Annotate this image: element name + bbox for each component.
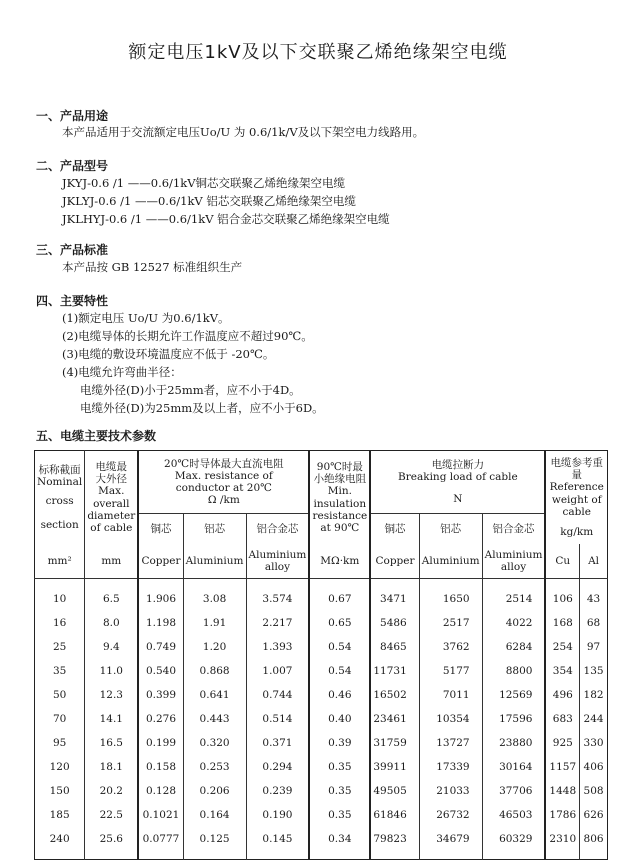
cell-weight-cu: 2310 (545, 827, 579, 860)
cell-break-cu: 23461 (370, 707, 419, 731)
cell-section: 35 (52, 664, 67, 677)
section-heading-features: 四、主要特性 (36, 294, 109, 308)
header-section: 标称截面 Nominal cross section (37, 464, 83, 531)
sub-copper-cn: 铜芯 (138, 514, 183, 545)
cell-res-al: 3.08 (183, 579, 246, 612)
cell-res-cu: 0.749 (138, 635, 183, 659)
sub-copper-en: Copper (138, 544, 183, 579)
cell-weight-al: 244 (580, 707, 608, 731)
cell-res-cu: 0.0777 (138, 827, 183, 860)
cell-weight-cu: 1157 (545, 755, 579, 779)
page-title: 额定电压1kV及以下交联聚乙烯绝缘架空电缆 (128, 42, 508, 63)
cell-res-cu: 0.128 (138, 779, 183, 803)
cell-section: 16 (52, 616, 67, 629)
cell-res-alloy: 0.145 (246, 827, 309, 860)
cell-diameter: 16.5 (85, 731, 138, 755)
cell-section: 150 (49, 784, 70, 797)
cell-break-alloy: 37706 (482, 779, 545, 803)
sub-copper-en: Copper (370, 544, 419, 579)
cell-res-cu: 0.199 (138, 731, 183, 755)
cell-break-alloy: 60329 (482, 827, 545, 860)
cell-break-alloy: 2514 (482, 579, 545, 612)
cell-section: 185 (49, 808, 70, 821)
cell-break-cu: 31759 (370, 731, 419, 755)
feature-line: (4)电缆允许弯曲半径： (62, 365, 182, 379)
cell-insulation: 0.34 (309, 827, 370, 860)
unit-diameter: mm (85, 544, 138, 579)
table-row (35, 779, 608, 803)
cell-weight-al: 68 (580, 611, 608, 635)
sub-alloy-cn: 铝合金芯 (246, 514, 309, 545)
cell-break-cu: 8465 (370, 635, 419, 659)
cell-diameter: 8.0 (85, 611, 138, 635)
cell-res-alloy: 0.294 (246, 755, 309, 779)
cell-break-al: 21033 (419, 779, 482, 803)
cell-break-al: 3762 (419, 635, 482, 659)
cell-insulation: 0.65 (309, 611, 370, 635)
header-diameter: 电缆最 大外径 Max. overall diameter of cable (85, 451, 138, 545)
cell-res-cu: 1.906 (138, 579, 183, 612)
cell-break-alloy: 17596 (482, 707, 545, 731)
sub-copper-cn: 铜芯 (370, 514, 419, 545)
cell-break-alloy: 4022 (482, 611, 545, 635)
feature-line: 电缆外径(D)小于25mm者，应不小于4D。 (80, 383, 301, 397)
cell-break-alloy: 12569 (482, 683, 545, 707)
cell-weight-al: 182 (580, 683, 608, 707)
sub-aluminium-cn: 铝芯 (419, 514, 482, 545)
cell-break-alloy: 46503 (482, 803, 545, 827)
cell-break-al: 26732 (419, 803, 482, 827)
cell-break-al: 34679 (419, 827, 482, 860)
cell-res-alloy: 1.007 (246, 659, 309, 683)
cell-res-cu: 0.158 (138, 755, 183, 779)
cell-res-alloy: 0.744 (246, 683, 309, 707)
cell-weight-cu: 1786 (545, 803, 579, 827)
cell-break-cu: 39911 (370, 755, 419, 779)
cell-diameter: 9.4 (85, 635, 138, 659)
cell-weight-cu: 683 (545, 707, 579, 731)
cell-res-al: 0.125 (183, 827, 246, 860)
cell-weight-al: 406 (580, 755, 608, 779)
cell-weight-cu: 1448 (545, 779, 579, 803)
cell-res-alloy: 0.514 (246, 707, 309, 731)
unit-section: mm² (35, 544, 85, 579)
cell-res-al: 1.91 (183, 611, 246, 635)
header-resistance: 20℃时导体最大直流电阻 Max. resistance of conductor at 20℃ Ω /km (138, 451, 309, 514)
header-breaking-load: 电缆拉断力 Breaking load of cable N (370, 451, 545, 514)
cell-diameter: 14.1 (85, 707, 138, 731)
sub-aluminium-en: Aluminium (419, 544, 482, 579)
table-row (35, 803, 608, 827)
table-body (35, 579, 608, 860)
cell-section: 120 (49, 760, 70, 773)
cell-break-cu: 49505 (370, 779, 419, 803)
cell-section: 240 (49, 832, 70, 845)
cell-break-al: 10354 (419, 707, 482, 731)
cell-section: 10 (52, 592, 67, 605)
section-heading-usage: 一、产品用途 (36, 109, 109, 123)
feature-line: 电缆外径(D)为25mm及以上者，应不小于6D。 (80, 401, 324, 415)
cell-insulation: 0.39 (309, 731, 370, 755)
cell-section: 95 (52, 736, 67, 749)
sub-alloy-en: Aluminium alloy (482, 544, 545, 579)
cell-res-al: 0.641 (183, 683, 246, 707)
cell-diameter: 18.1 (85, 755, 138, 779)
feature-line: (1)额定电压 Uo/U 为0.6/1kV。 (62, 311, 230, 325)
sub-weight-cu: Cu (545, 544, 579, 579)
cell-insulation: 0.40 (309, 707, 370, 731)
cell-res-al: 0.164 (183, 803, 246, 827)
cell-insulation: 0.46 (309, 683, 370, 707)
cell-insulation: 0.54 (309, 659, 370, 683)
cell-res-alloy: 3.574 (246, 579, 309, 612)
cell-break-alloy: 6284 (482, 635, 545, 659)
table-row (35, 755, 608, 779)
cell-insulation: 0.35 (309, 755, 370, 779)
cell-diameter: 12.3 (85, 683, 138, 707)
cell-res-cu: 1.198 (138, 611, 183, 635)
cell-res-al: 0.320 (183, 731, 246, 755)
cell-weight-cu: 354 (545, 659, 579, 683)
cell-insulation: 0.54 (309, 635, 370, 659)
table-row (35, 659, 608, 683)
cell-res-al: 0.206 (183, 779, 246, 803)
cell-break-cu: 79823 (370, 827, 419, 860)
cell-diameter: 22.5 (85, 803, 138, 827)
sub-alloy-cn: 铝合金芯 (482, 514, 545, 545)
cell-break-al: 17339 (419, 755, 482, 779)
table-row (35, 579, 608, 612)
cell-break-al: 2517 (419, 611, 482, 635)
cell-weight-al: 508 (580, 779, 608, 803)
cell-diameter: 11.0 (85, 659, 138, 683)
cell-weight-al: 135 (580, 659, 608, 683)
cell-res-al: 0.253 (183, 755, 246, 779)
cell-res-cu: 0.399 (138, 683, 183, 707)
cell-insulation: 0.67 (309, 579, 370, 612)
cell-weight-al: 806 (580, 827, 608, 860)
cell-break-al: 5177 (419, 659, 482, 683)
cell-diameter: 20.2 (85, 779, 138, 803)
sub-aluminium-en: Aluminium (183, 544, 246, 579)
section-heading-standard: 三、产品标准 (36, 243, 109, 257)
section-heading-params: 五、电缆主要技术参数 (36, 429, 157, 443)
cell-insulation: 0.35 (309, 779, 370, 803)
cell-section: 50 (52, 688, 67, 701)
cell-break-al: 13727 (419, 731, 482, 755)
sub-aluminium-cn: 铝芯 (183, 514, 246, 545)
cell-break-al: 7011 (419, 683, 482, 707)
cell-weight-al: 330 (580, 731, 608, 755)
table-row (35, 707, 608, 731)
cell-break-alloy: 30164 (482, 755, 545, 779)
cell-res-alloy: 0.239 (246, 779, 309, 803)
cell-weight-cu: 168 (545, 611, 579, 635)
cell-weight-cu: 496 (545, 683, 579, 707)
cell-weight-cu: 925 (545, 731, 579, 755)
cell-res-alloy: 0.371 (246, 731, 309, 755)
model-line: JKYJ-0.6 /1 ——0.6/1kV铜芯交联聚乙烯绝缘架空电缆 (62, 176, 346, 190)
cell-break-alloy: 8800 (482, 659, 545, 683)
section-heading-models: 二、产品型号 (36, 159, 109, 173)
cell-break-cu: 3471 (370, 579, 419, 612)
cell-weight-al: 43 (580, 579, 608, 612)
table-row (35, 635, 608, 659)
table-row (35, 731, 608, 755)
header-insulation: 90℃时最 小绝缘电阻 Min. insulation resistance at 90℃ (309, 451, 370, 545)
unit-insulation: MΩ·km (309, 544, 370, 579)
table-row (35, 611, 608, 635)
cell-res-cu: 0.540 (138, 659, 183, 683)
table-row (35, 827, 608, 860)
usage-text: 本产品适用于交流额定电压Uo/U 为 0.6/1k/V及以下架空电力线路用。 (62, 125, 425, 139)
cell-break-alloy: 23880 (482, 731, 545, 755)
cell-diameter: 25.6 (85, 827, 138, 860)
cell-break-cu: 16502 (370, 683, 419, 707)
standard-text: 本产品按 GB 12527 标准组织生产 (62, 260, 243, 274)
cell-res-cu: 0.276 (138, 707, 183, 731)
cell-diameter: 6.5 (85, 579, 138, 612)
cell-res-alloy: 0.190 (246, 803, 309, 827)
cell-weight-al: 626 (580, 803, 608, 827)
sub-weight-al: Al (580, 544, 608, 579)
header-weight: 电缆参考重量 Reference weight of cable kg/km (545, 451, 607, 545)
cell-break-cu: 11731 (370, 659, 419, 683)
cell-weight-al: 97 (580, 635, 608, 659)
cell-break-al: 1650 (419, 579, 482, 612)
cell-break-cu: 5486 (370, 611, 419, 635)
sub-alloy-en: Aluminium alloy (246, 544, 309, 579)
model-line: JKLYJ-0.6 /1 ——0.6/1kV 铝芯交联聚乙烯绝缘架空电缆 (62, 194, 356, 208)
cell-weight-cu: 254 (545, 635, 579, 659)
cell-weight-cu: 106 (545, 579, 579, 612)
cell-section: 70 (52, 712, 67, 725)
cell-res-cu: 0.1021 (138, 803, 183, 827)
cell-res-al: 0.443 (183, 707, 246, 731)
feature-line: (3)电缆的敷设环境温度应不低于 -20℃。 (62, 347, 275, 361)
model-line: JKLHYJ-0.6 /1 ——0.6/1kV 铝合金芯交联聚乙烯绝缘架空电缆 (62, 212, 390, 226)
cell-res-al: 1.20 (183, 635, 246, 659)
technical-parameters-table (34, 450, 608, 860)
cell-section: 25 (52, 640, 67, 653)
cell-res-al: 0.868 (183, 659, 246, 683)
cell-insulation: 0.35 (309, 803, 370, 827)
table-row (35, 683, 608, 707)
cell-res-alloy: 2.217 (246, 611, 309, 635)
cell-break-cu: 61846 (370, 803, 419, 827)
cell-res-alloy: 1.393 (246, 635, 309, 659)
feature-line: (2)电缆导体的长期允许工作温度应不超过90℃。 (62, 329, 313, 343)
